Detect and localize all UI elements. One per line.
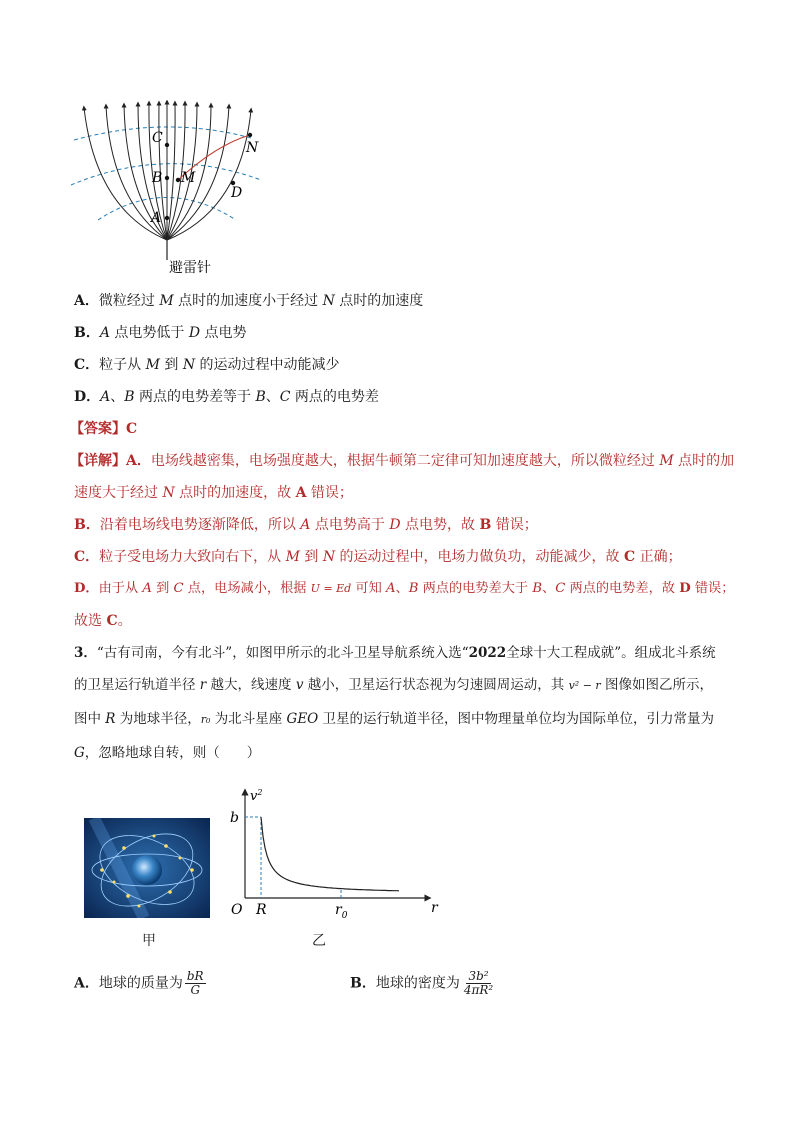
- tick-r-earth: R: [256, 902, 267, 918]
- q3-line3: 图中 R 为地球半径，r₀ 为北斗星座 GEO 卫星的运行轨道半径，图中物理量单位均为国际单位，引力常量为: [74, 711, 715, 727]
- q3-option-a: A．地球的质量为 $\frac{bR}{G}$: [74, 969, 204, 997]
- q2-explain-b: B．沿着电场线电势逐渐降低，所以 A 点电势高于 D 点电势，故 B 错误；: [74, 517, 538, 533]
- point-label-n: N: [246, 140, 259, 156]
- origin-label: O: [231, 902, 243, 918]
- q3-line1: 3．“古有司南，今有北斗”，如图甲所示的北斗卫星导航系统入选“2022全球十大工程成就”。组成北斗系统: [74, 645, 716, 661]
- beidou-satellite-image: [84, 818, 210, 918]
- q3-line2: 的卫星运行轨道半径 r 越大，线速度 v 越小，卫星运行状态视为匀速圆周运动，其 v² − r 图像如图乙所示，: [74, 677, 713, 693]
- q2-explain-a-line2: 速度大于经过 N 点时的加速度，故 A 错误；: [74, 485, 353, 501]
- lightning-rod-figure: [66, 100, 266, 280]
- point-label-d: D: [231, 185, 243, 201]
- q2-explain-c: C．粒子受电场力大致向右下，从 M 到 N 的运动过程中，电场力做负功，动能减少，故 C 正确；: [74, 549, 682, 565]
- fig-yi-caption: 乙: [312, 933, 326, 949]
- x-axis-label: r: [431, 900, 438, 916]
- y-axis-label: $v^2$: [250, 788, 263, 804]
- q2-explain-d: D．由于从 A 到 C 点，电场减小，根据 U = Ed 可知 A、B 两点的电势差大于 B、C 两点的电势差，故 D 错误；: [74, 581, 735, 596]
- field-line: [167, 106, 229, 240]
- point-label-c: C: [152, 130, 163, 146]
- q3-line4: G，忽略地球自转，则（ ）: [74, 745, 261, 761]
- q2-option-c: C．粒子从 M 到 N 的运动过程中动能减少: [74, 357, 340, 373]
- q2-explain-a-line1: 【详解】A．电场线越密集，电场强度越大，根据牛顿第二定律可知加速度越大，所以微粒经过 M 点时的加: [70, 453, 735, 469]
- q2-answer: 【答案】C: [70, 421, 138, 437]
- point-label-a: A: [151, 210, 162, 226]
- v2-r-curve: [261, 817, 399, 891]
- q2-option-a: A．微粒经过 M 点时的加速度小于经过 N 点时的加速度: [74, 293, 424, 309]
- point-label-m: M: [181, 170, 196, 186]
- q2-option-b: B．A 点电势低于 D 点电势: [74, 325, 247, 341]
- fraction-density: $\frac{\text{3b²}}{\text{4πR²}}$: [463, 969, 494, 997]
- tick-r0: $r_0$: [335, 902, 348, 921]
- tick-b: b: [230, 810, 239, 826]
- fig-jia-caption: 甲: [142, 933, 156, 949]
- q3-option-b: B．地球的密度为 $\frac{\text{3b²}}{\text{4πR²}}$: [350, 969, 494, 997]
- q2-option-d: D．A、B 两点的电势差等于 B、C 两点的电势差: [74, 389, 379, 405]
- fraction-mass: $\frac{bR}{G}$: [186, 969, 204, 997]
- figure1-caption: 避雷针: [169, 260, 211, 276]
- point-label-b: B: [152, 170, 163, 186]
- v2-r-graph: [228, 786, 448, 928]
- q2-conclusion: 故选 C。: [74, 613, 132, 629]
